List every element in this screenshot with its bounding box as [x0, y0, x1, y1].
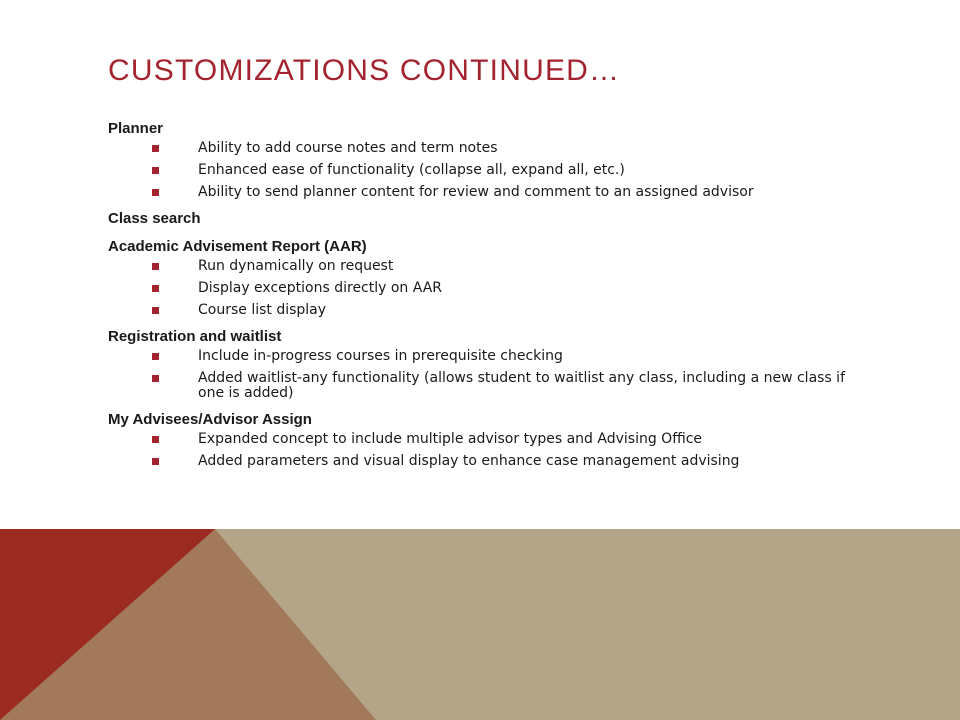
section-heading: Class search [108, 210, 201, 227]
section-class-search [108, 209, 868, 228]
footer-decoration [0, 529, 960, 720]
list-item [108, 349, 868, 364]
square-bullet-icon [152, 285, 159, 292]
bullet-text: Added parameters and visual display to enhance case management advising [198, 453, 740, 469]
section-heading: Planner [108, 120, 164, 137]
bullet-list [108, 349, 868, 401]
bullet-list [108, 432, 868, 469]
section-registration [108, 327, 868, 401]
list-item [108, 185, 868, 200]
square-bullet-icon [152, 458, 159, 465]
bullet-text: Display exceptions directly on AAR [198, 280, 443, 296]
bullet-text: Run dynamically on request [198, 258, 394, 274]
section-heading: My Advisees/Advisor Assign [108, 411, 312, 428]
list-item [108, 141, 868, 156]
bullet-text: Ability to add course notes and term notes [198, 140, 498, 156]
list-item [108, 163, 868, 178]
list-item [108, 303, 868, 318]
bullet-text: Course list display [198, 302, 327, 318]
section-advisees [108, 410, 868, 469]
square-bullet-icon [152, 189, 159, 196]
list-item [108, 371, 868, 401]
list-item [108, 432, 868, 447]
slide-title: CUSTOMIZATIONS CONTINUED… [108, 54, 621, 87]
bullet-text: Expanded concept to include multiple advisor types and Advising Office [198, 431, 703, 447]
square-bullet-icon [152, 167, 159, 174]
bullet-list [108, 259, 868, 318]
bullet-text: Added waitlist-any functionality (allows student to waitlist any class, including a new class if one is added) [198, 370, 846, 401]
bullet-text: Enhanced ease of functionality (collapse all, expand all, etc.) [198, 162, 625, 178]
square-bullet-icon [152, 307, 159, 314]
bullet-list [108, 141, 868, 200]
section-heading: Registration and waitlist [108, 328, 282, 345]
list-item [108, 259, 868, 274]
list-item [108, 454, 868, 469]
list-item [108, 281, 868, 296]
square-bullet-icon [152, 145, 159, 152]
square-bullet-icon [152, 353, 159, 360]
section-planner [108, 119, 868, 200]
section-aar [108, 237, 868, 318]
square-bullet-icon [152, 263, 159, 270]
slide-content [108, 119, 868, 478]
section-heading: Academic Advisement Report (AAR) [108, 238, 367, 255]
square-bullet-icon [152, 436, 159, 443]
square-bullet-icon [152, 375, 159, 382]
bullet-text: Ability to send planner content for review and comment to an assigned advisor [198, 184, 754, 200]
bullet-text: Include in-progress courses in prerequisite checking [198, 348, 563, 364]
